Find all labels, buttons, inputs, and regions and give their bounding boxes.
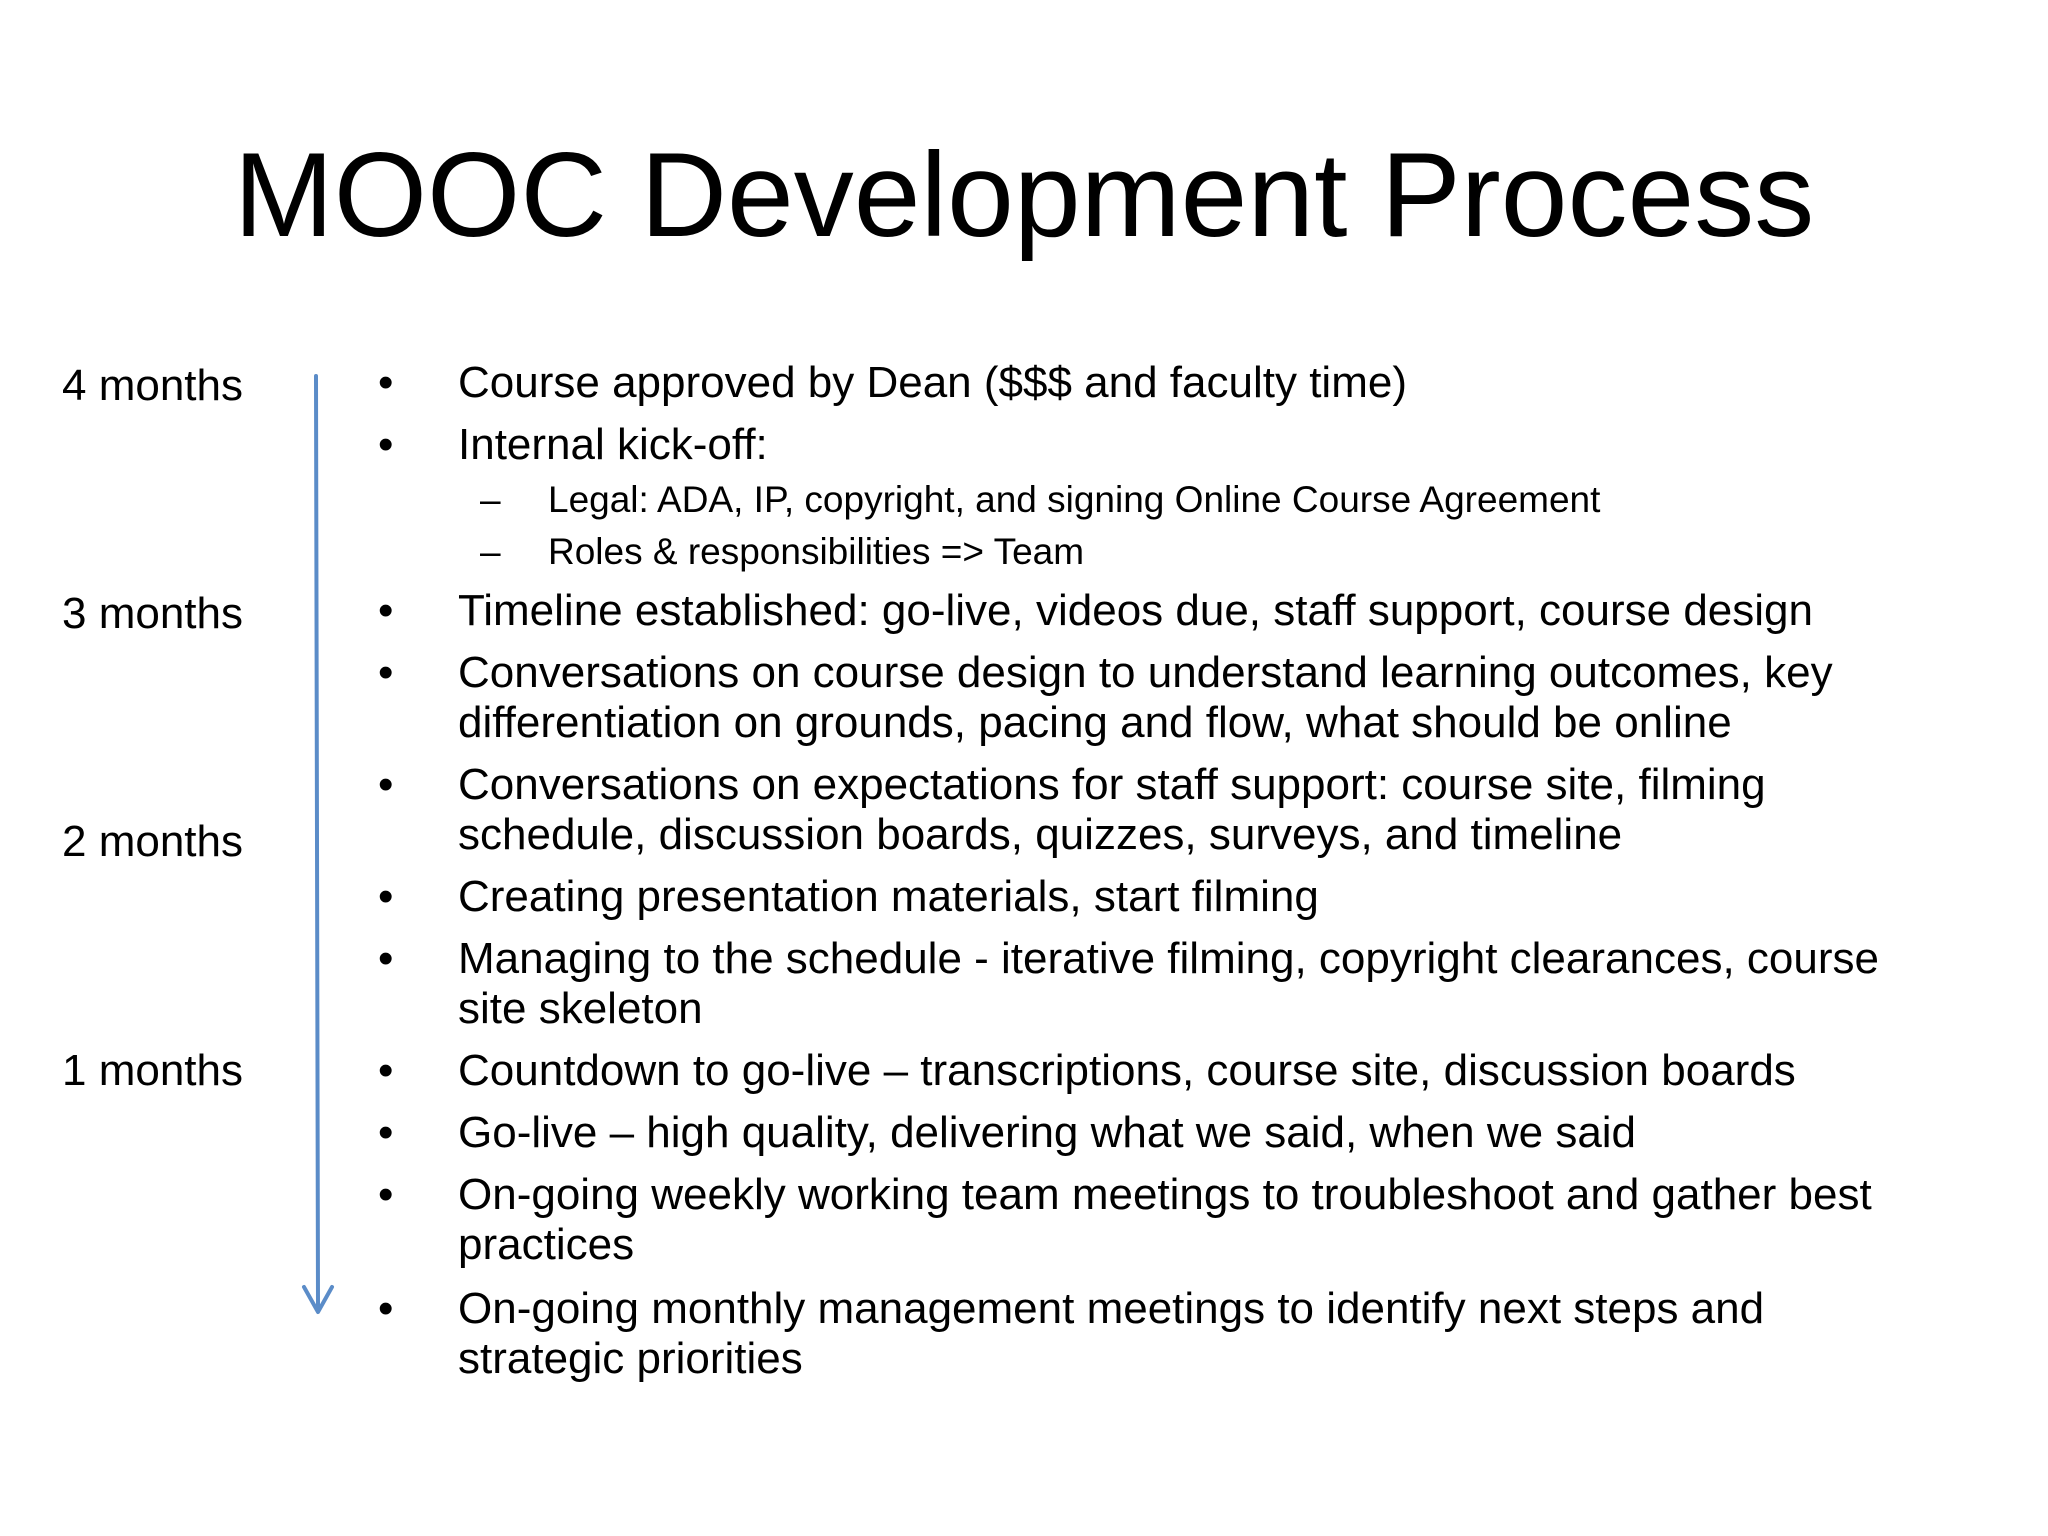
timeline-label-3-months: 3 months: [62, 589, 243, 638]
bullet-text: Countdown to go-live – transcriptions, course site, discussion boards: [458, 1046, 1796, 1095]
sub-bullet-text: Roles & responsibilities => Team: [548, 531, 1085, 572]
bullet-text: Managing to the schedule - iterative filming, copyright clearances, course: [458, 934, 1879, 983]
sub-bullet-marker: –: [480, 479, 501, 520]
bullet-text: Internal kick-off:: [458, 420, 768, 469]
bullet-marker: •: [378, 1046, 394, 1095]
bullet-marker: •: [378, 934, 394, 983]
bullet-text: Go-live – high quality, delivering what we said, when we said: [458, 1108, 1637, 1157]
bullet-text: On-going weekly working team meetings to troubleshoot and gather best: [458, 1170, 1872, 1219]
bullet-marker: •: [378, 1108, 394, 1157]
bullet-marker: •: [378, 358, 394, 407]
timeline-label-4-months: 4 months: [62, 361, 243, 410]
bullet-text: Course approved by Dean ($$$ and faculty time): [458, 358, 1407, 407]
bullet-text: Conversations on expectations for staff support: course site, filming: [458, 760, 1766, 809]
bullet-marker: •: [378, 586, 394, 635]
bullet-marker: •: [378, 1170, 394, 1219]
bullet-text: Timeline established: go-live, videos due, staff support, course design: [458, 586, 1813, 635]
timeline-label-2-months: 2 months: [62, 817, 243, 866]
bullet-text-continued: strategic priorities: [458, 1334, 803, 1383]
bullet-text: On-going monthly management meetings to identify next steps and: [458, 1284, 1765, 1333]
bullet-text: Creating presentation materials, start filming: [458, 872, 1319, 921]
bullet-marker: •: [378, 420, 394, 469]
bullet-marker: •: [378, 760, 394, 809]
bullet-marker: •: [378, 872, 394, 921]
slide-title: MOOC Development Process: [233, 128, 1815, 262]
bullet-text-continued: practices: [458, 1220, 635, 1269]
bullet-text-continued: differentiation on grounds, pacing and flow, what should be online: [458, 698, 1732, 747]
bullet-text: Conversations on course design to understand learning outcomes, key: [458, 648, 1833, 697]
bullet-marker: •: [378, 648, 394, 697]
timeline-label-1-months: 1 months: [62, 1046, 243, 1095]
bullet-text-continued: site skeleton: [458, 984, 703, 1033]
sub-bullet-text: Legal: ADA, IP, copyright, and signing Online Course Agreement: [548, 479, 1601, 520]
bullet-text-continued: schedule, discussion boards, quizzes, surveys, and timeline: [458, 810, 1623, 859]
sub-bullet-marker: –: [480, 531, 501, 572]
bullet-marker: •: [378, 1284, 394, 1333]
